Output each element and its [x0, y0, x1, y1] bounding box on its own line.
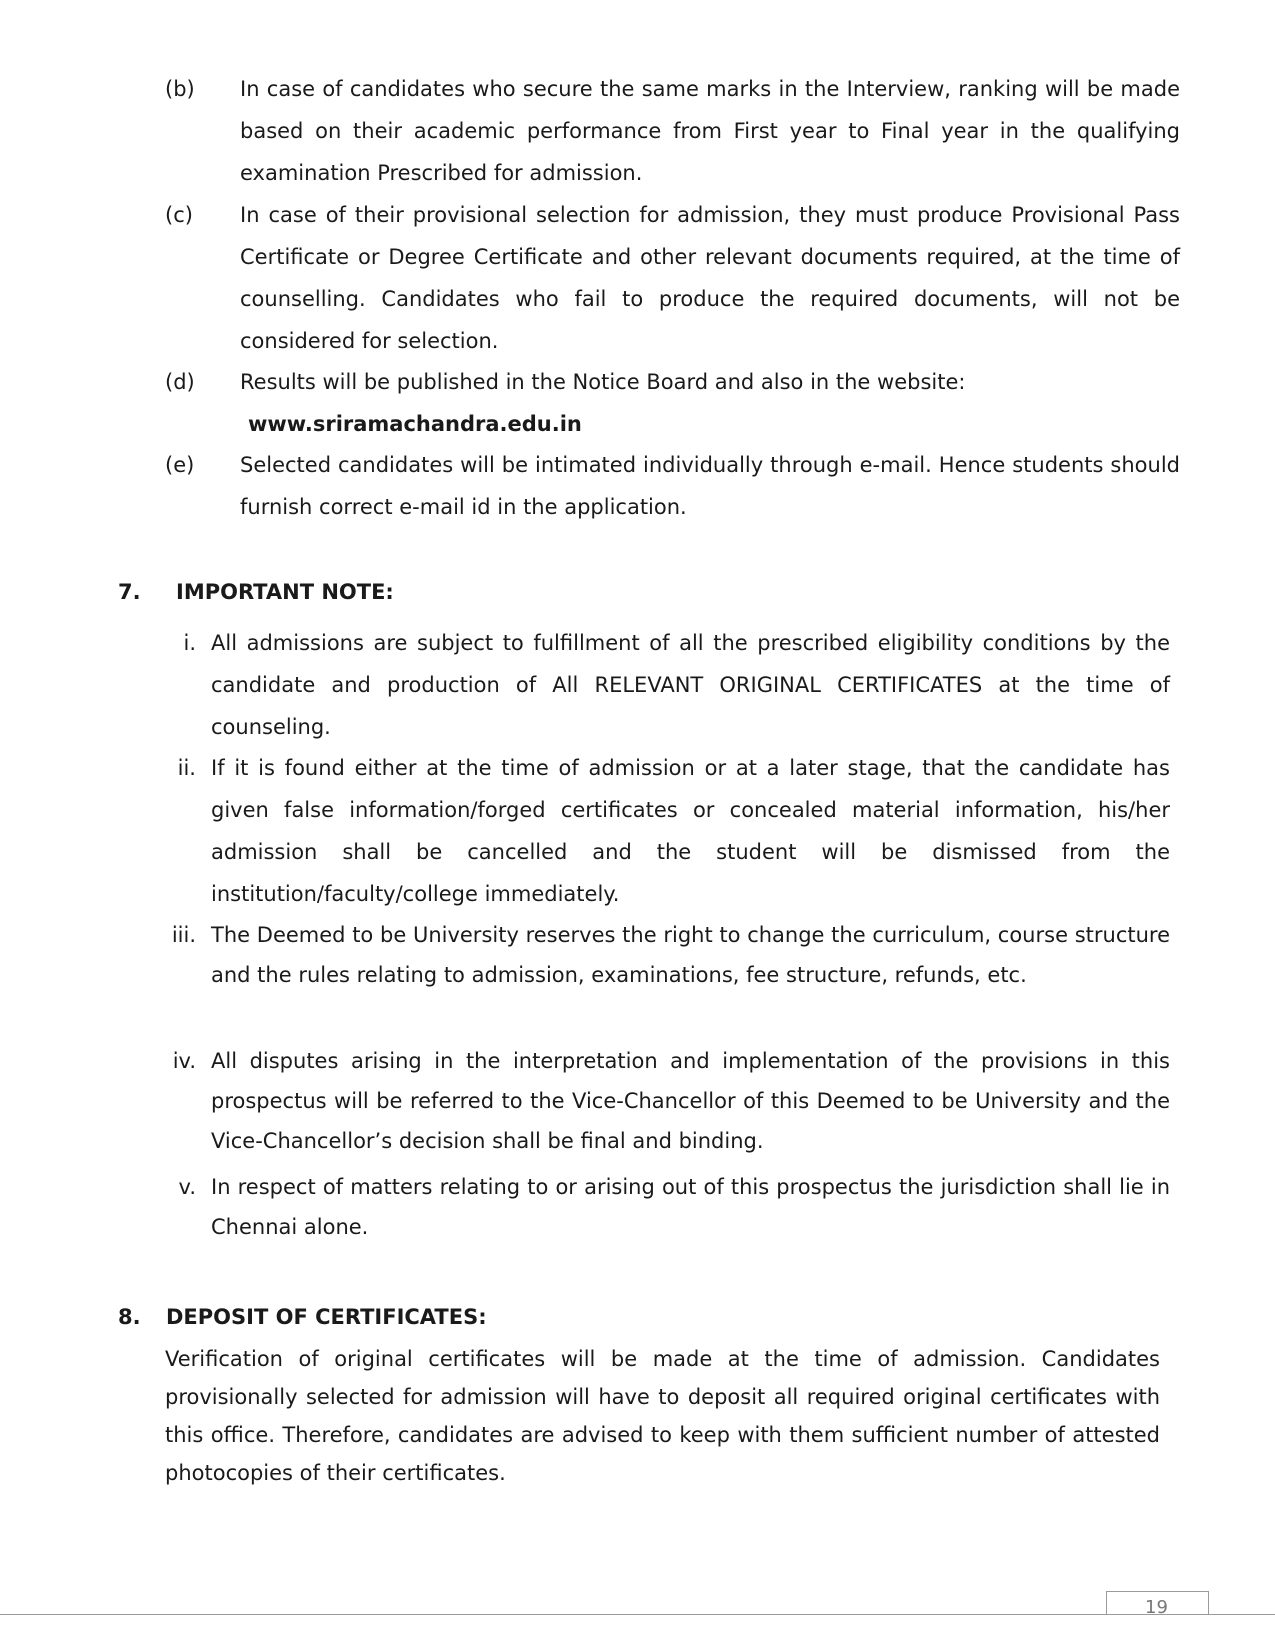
item-text-container [240, 361, 1180, 445]
note-text: The Deemed to be University reserves the right to change the curriculum, course structure and the rules relating to admission, examinations, fee structure, refunds, etc. [211, 923, 1170, 987]
item-text: Results will be published in the Notice Board and also in the website: [240, 370, 966, 394]
note-i [160, 622, 1170, 748]
note-label: ii. [177, 756, 196, 780]
list-item-c [165, 194, 1180, 362]
section-number: 7. [118, 580, 141, 604]
page-number: 19 [1145, 1597, 1168, 1618]
note-label: iv. [172, 1049, 196, 1073]
item-label: (c) [165, 203, 193, 227]
note-ii [160, 747, 1170, 915]
note-text: All disputes arising in the interpretation and implementation of the provisions in this prospectus will be referred to the Vice-Chancellor of this Deemed to be University and the Vice-Chancellor’s decision shall be final and binding. [211, 1049, 1170, 1153]
list-item-e [165, 444, 1180, 528]
section-8-heading [118, 1302, 487, 1332]
item-text: In case of their provisional selection for admission, they must produce Provisional Pass Certificate or Degree Certificate and other relevant documents required, at the time of counselling. Candidates who fail to produce the required documents, will not be considered for selection. [240, 203, 1180, 353]
item-label: (b) [165, 77, 195, 101]
section-title: IMPORTANT NOTE: [176, 580, 394, 604]
section-8-paragraph: Verification of original certificates will be made at the time of admission. Candidates provisionally selected for admission will have to deposit all required original certificates with this office. Therefore, candidates are advised to keep with them sufficient number of attested photocopies of their certificates. [165, 1347, 1160, 1485]
note-text: If it is found either at the time of admission or at a later stage, that the candidate has given false information/forged certificates or concealed material information, his/her admission shall be cancelled and the student will be dismissed from the institution/faculty/college immediately. [211, 756, 1170, 906]
footer-rule [0, 1614, 1275, 1615]
note-label: iii. [171, 923, 196, 947]
list-item-d [165, 361, 1180, 445]
note-text: All admissions are subject to fulfillment of all the prescribed eligibility conditions by the candidate and production of All RELEVANT ORIGINAL CERTIFICATES at the time of counseling. [211, 631, 1170, 739]
section-title: DEPOSIT OF CERTIFICATES: [166, 1305, 487, 1329]
note-label: i. [183, 631, 196, 655]
item-label: (e) [165, 453, 195, 477]
website-link[interactable]: www.sriramachandra.edu.in [248, 412, 582, 436]
section-7-heading [118, 577, 394, 607]
item-text: In case of candidates who secure the same marks in the Interview, ranking will be made based on their academic performance from First year to Final year in the qualifying examination Prescribed for admission. [240, 77, 1180, 185]
list-item-b [165, 68, 1180, 194]
note-iv [160, 1041, 1170, 1161]
note-iii [160, 915, 1170, 995]
note-label: v. [178, 1175, 196, 1199]
note-text: In respect of matters relating to or arising out of this prospectus the jurisdiction shall lie in Chennai alone. [211, 1175, 1170, 1239]
item-text: Selected candidates will be intimated individually through e-mail. Hence students should furnish correct e-mail id in the application. [240, 453, 1180, 519]
item-label: (d) [165, 370, 195, 394]
section-number: 8. [118, 1305, 141, 1329]
note-v [160, 1167, 1170, 1247]
